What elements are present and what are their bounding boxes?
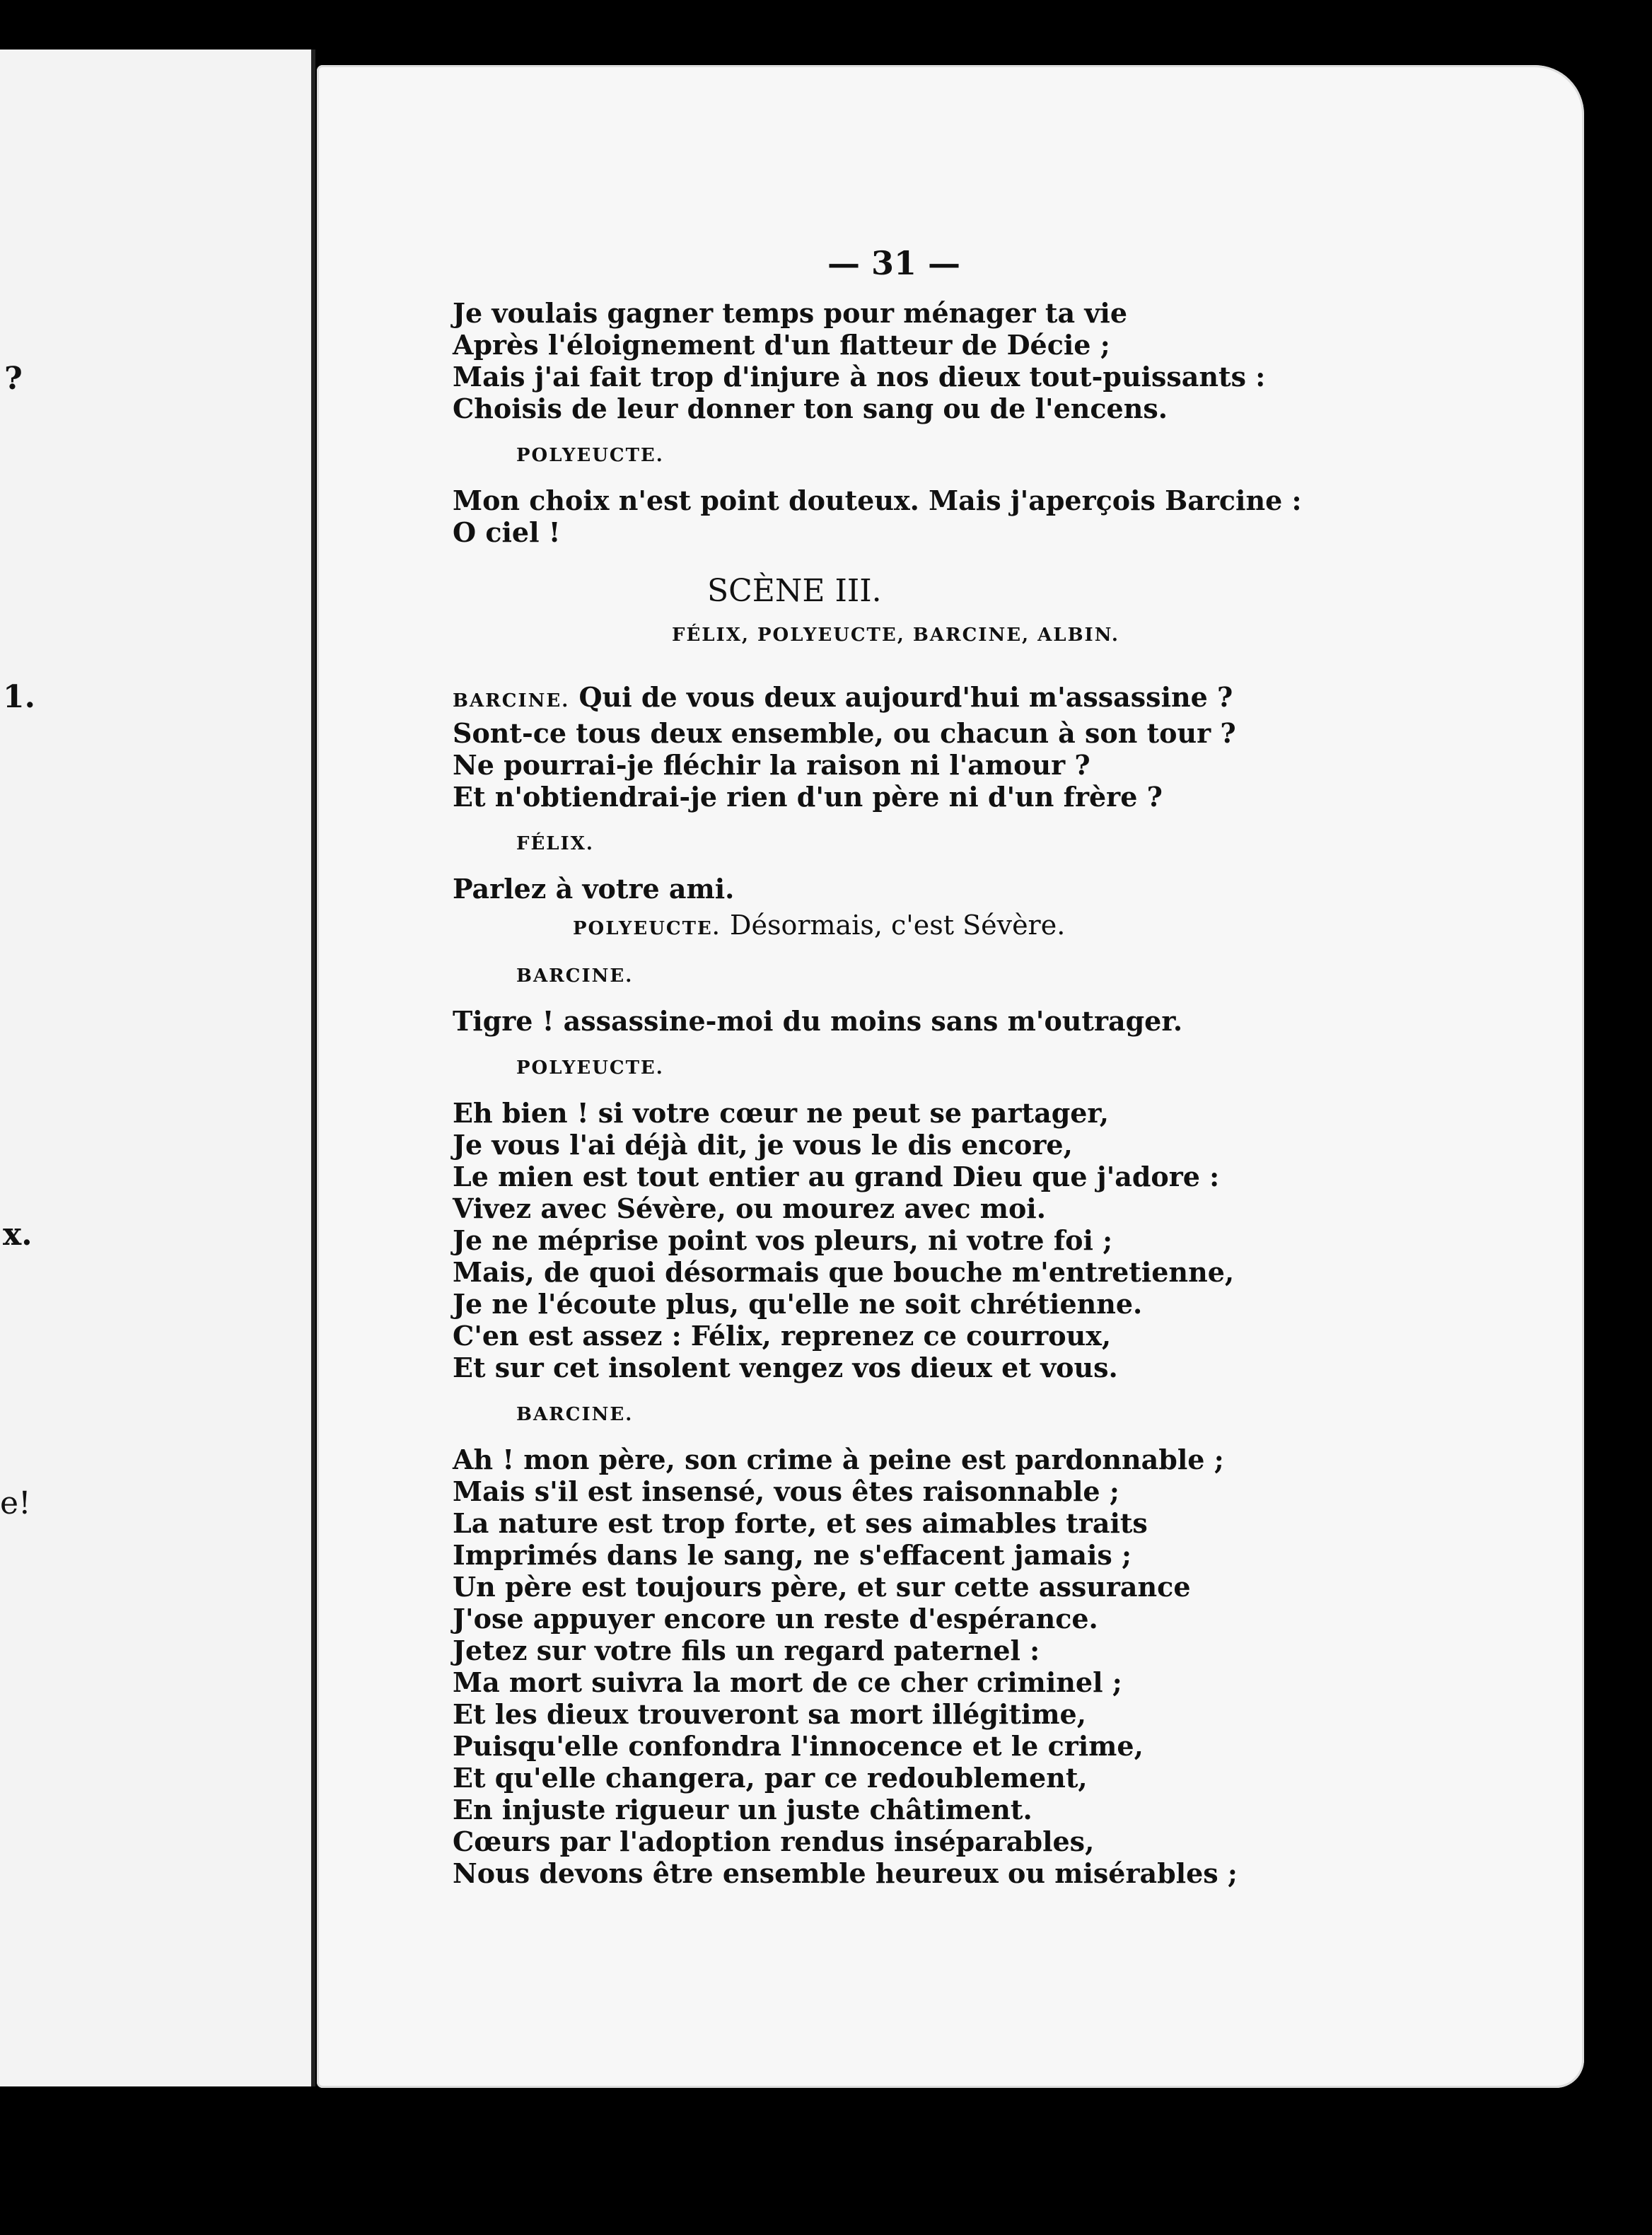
verse-line: Eh bien ! si votre cœur ne peut se partager, [453,1097,1109,1129]
verse-line: Et n'obtiendrai-je rien d'un père ni d'un frère ? [453,781,1163,813]
verse-line: Puisqu'elle confondra l'innocence et le crime, [453,1730,1144,1762]
verse-line: En injuste rigueur un juste châtiment. [453,1794,1032,1825]
verse-line: C'en est assez : Félix, reprenez ce courroux, [453,1320,1112,1352]
speaker-name: POLYEUCTE. [516,445,664,466]
speaker-name-inline: BARCINE. [453,690,570,712]
verse-line: Choisis de leur donner ton sang ou de l'encens. [453,393,1168,424]
verse-line [453,681,1245,717]
verse-line: Vivez avec Sévère, ou mourez avec moi. [453,1192,1046,1224]
verse-line: Je ne l'écoute plus, qu'elle ne soit chrétienne. [453,1288,1143,1320]
verse-line: Tigre ! assassine-moi du moins sans m'outrager. [453,1005,1183,1037]
verse-line: Mon choix n'est point douteux. Mais j'aperçois Barcine : [453,484,1302,516]
scene-heading: SCÈNE III. [707,573,882,609]
verse-block-1 [453,297,1266,424]
verse-line [453,909,1245,945]
verse-line: Sont-ce tous deux ensemble, ou chacun à son tour ? [453,717,1236,749]
left-page-fragment: x. [3,1217,33,1253]
verse-line: Le mien est tout entier au grand Dieu que j'adore : [453,1161,1220,1192]
verse-line: Jetez sur votre fils un regard paternel : [453,1635,1040,1666]
verse-block-4 [453,1097,1245,1383]
page-number: — 31 — [827,244,961,282]
speaker-name: FÉLIX. [516,833,594,854]
verse-text: Qui de vous deux aujourd'hui m'assassine ? [578,681,1233,713]
verse-line: Imprimés dans le sang, ne s'effacent jamais ; [453,1539,1132,1571]
play-text [453,297,1302,1889]
speaker-name-inline: POLYEUCTE. [573,918,721,939]
previous-page [0,50,315,2086]
verse-text: Désormais, c'est Sévère. [730,910,1066,941]
verse-line: Je voulais gagner temps pour ménager ta vie [453,297,1128,329]
verse-line: Mais j'ai fait trop d'injure à nos dieux tout-puissants : [453,361,1266,393]
verse-line: J'ose appuyer encore un reste d'espérance. [453,1603,1098,1635]
verse-line: Et sur cet insolent vengez vos dieux et vous. [453,1352,1118,1383]
verse-block-3 [453,681,1245,813]
verse-line: Après l'éloignement d'un flatteur de Décie ; [453,329,1110,361]
verse-line: Ma mort suivra la mort de ce cher criminel ; [453,1666,1122,1698]
verse-line: Je vous l'ai déjà dit, je vous le dis encore, [453,1129,1073,1161]
verse-line: La nature est trop forte, et ses aimables traits [453,1507,1148,1539]
verse-line: Je ne méprise point vos pleurs, ni votre foi ; [453,1224,1113,1256]
verse-line: Et qu'elle changera, par ce redoublement, [453,1762,1088,1794]
speaker-name: BARCINE. [516,1404,634,1425]
scene-cast: FÉLIX, POLYEUCTE, BARCINE, ALBIN. [672,625,1119,646]
verse-block-2 [453,484,1302,548]
left-page-fragment: 1. [3,679,35,715]
verse-line: Un père est toujours père, et sur cette assurance [453,1571,1191,1603]
speaker-name: BARCINE. [516,965,634,987]
verse-line: Et les dieux trouveront sa mort illégitime, [453,1698,1086,1730]
verse-line: Cœurs par l'adoption rendus inséparables, [453,1825,1095,1857]
speaker-name: POLYEUCTE. [516,1057,664,1079]
verse-line: Parlez à votre ami. [453,873,735,905]
verse-line: Mais, de quoi désormais que bouche m'entretienne, [453,1256,1235,1288]
left-page-fragment: ? [4,361,23,397]
verse-block-5 [453,1444,1245,1889]
verse-line: O ciel ! [453,516,561,548]
verse-line: Nous devons être ensemble heureux ou misérables ; [453,1857,1238,1889]
verse-line: Mais s'il est insensé, vous êtes raisonnable ; [453,1475,1119,1507]
verse-line: Ne pourrai-je fléchir la raison ni l'amour ? [453,749,1090,781]
verse-line: Ah ! mon père, son crime à peine est pardonnable ; [453,1444,1224,1475]
left-page-fragment: e! [0,1485,31,1521]
